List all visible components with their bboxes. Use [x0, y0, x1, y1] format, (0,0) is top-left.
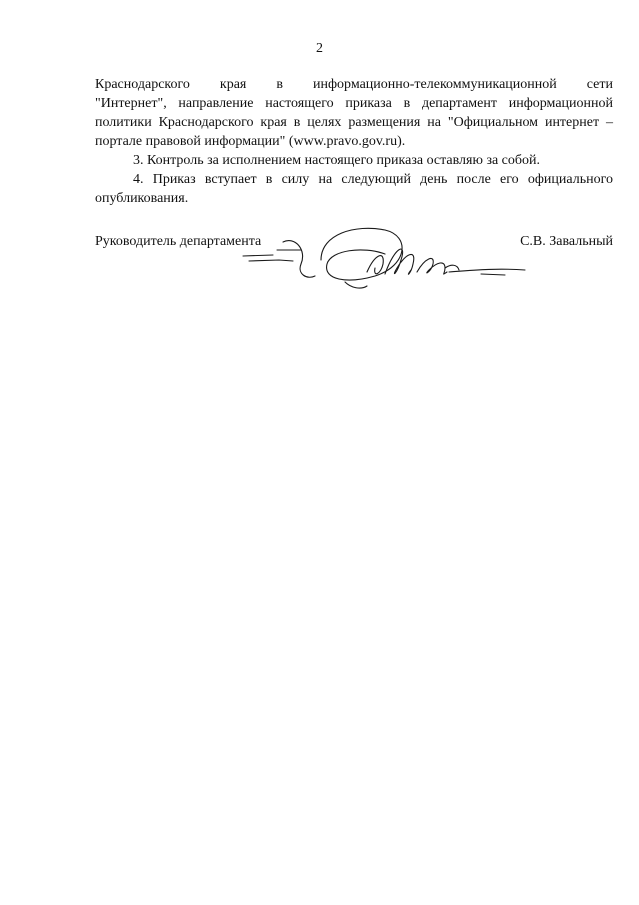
paragraph-continued-text: "Интернет", направление настоящего приказа в департамент информационной политики Краснодарского края в целях размещения на "Официальном интернет – портале правовой информации" (www.pravo.gov.ru).	[95, 96, 613, 149]
word: края	[219, 77, 247, 92]
word: сети	[586, 77, 613, 92]
page-number: 2	[316, 41, 323, 56]
paragraph-control: 3. Контроль за исполнением настоящего приказа оставляю за собой.	[133, 153, 541, 168]
handwritten-signature	[235, 220, 535, 292]
word: в	[276, 77, 283, 92]
word: Краснодарского	[95, 77, 190, 92]
paragraph-effective-date: 4. Приказ вступает в силу на следующий день после его официального опубликования.	[95, 172, 613, 206]
signer-name: С.В. Завальный	[520, 234, 613, 249]
signer-title: Руководитель департамента	[95, 234, 262, 249]
paragraph-continued	[95, 75, 613, 151]
document-body	[95, 75, 613, 208]
word: информационно-телекоммуникационной	[312, 77, 557, 92]
paragraph-first-line	[95, 75, 613, 94]
signature-block	[95, 232, 613, 292]
